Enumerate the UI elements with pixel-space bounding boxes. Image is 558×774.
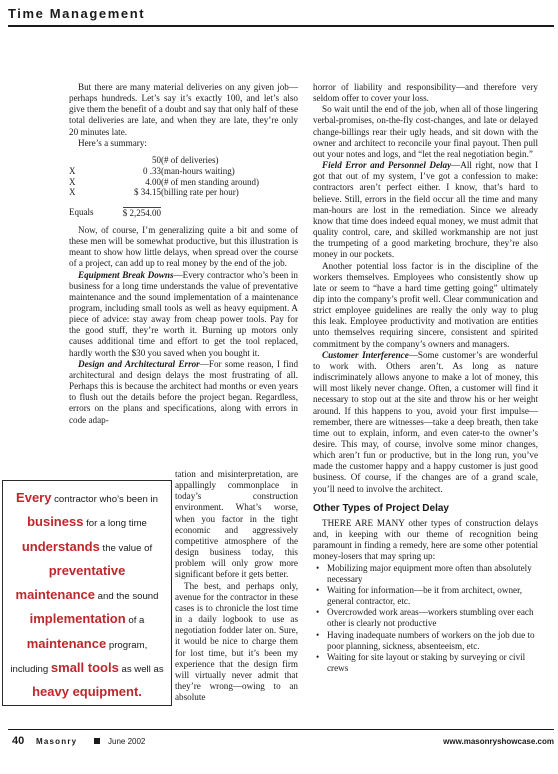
summary-operator: X bbox=[69, 176, 76, 187]
magazine-name: Masonry bbox=[36, 737, 78, 746]
summary-value: 0 .33 bbox=[143, 165, 161, 176]
summary-operator: X bbox=[69, 165, 76, 176]
summary-row bbox=[69, 177, 291, 188]
summary-value: 4.00 bbox=[145, 176, 161, 187]
left-column bbox=[69, 82, 298, 426]
page-header bbox=[0, 2, 558, 34]
summary-total-row bbox=[69, 198, 291, 219]
header-rule bbox=[8, 25, 554, 27]
list-item: • Having inadequate numbers of workers on the job due to poor planning, sickness, absenteeism, etc. bbox=[313, 630, 538, 652]
paragraph-field: Field Error and Personnel Delay—All right, now that I got that out of my system, I’ve got a confession to make: contractors aren’t perfect either. I know, that’s hard to believe. Still, errors in the field occur all the time and many man-hours are lost in the remediation. Since we already know that time does indeed equal money, we must admit that quality control, care, and skilled workmanship are not just the trumpeting of a good marketing brochure, they’re also money in our pockets. bbox=[313, 160, 538, 260]
separator-square bbox=[94, 738, 100, 744]
issue-date: June 2002 bbox=[108, 737, 146, 746]
summary-total-value: $ 2,254.00 bbox=[122, 208, 161, 219]
lead-caps: THERE ARE MANY bbox=[322, 517, 405, 528]
pull-quote-emphasis: business bbox=[27, 514, 84, 530]
paragraph: Another potential loss factor is in the discipline of the workers themselves. Employees who consistently show up late or seem to “have a hard time getting going” ultimately dip into the company’s profit well. Clear communication and strict employee guidelines are really the only way to plug this leak. Employee productivity and motivation are entities unto themselves requiring sincere, consistent and spirited commitment by the company’s owners and managers. bbox=[313, 260, 538, 349]
page-number: 40 bbox=[12, 735, 25, 747]
paragraph: So wait until the end of the job, when all of those lingering verbal-promises, on-the-fly cost-changes, and late or delayed change-billings rear their ugly heads, and sit down with the owner and architect to reconcile your final payout. Then pull out your notes and logs, and “let the real negotiation begin.” bbox=[313, 104, 538, 159]
list-item: • Mobilizing major equipment more often than absolutely necessary bbox=[313, 563, 538, 585]
right-column bbox=[313, 82, 538, 674]
summary-row bbox=[69, 187, 291, 198]
pull-quote-emphasis: heavy equipment. bbox=[32, 684, 142, 700]
summary-operator: X bbox=[69, 187, 76, 198]
paragraph: The best, and perhaps only, avenue for the contractor in these cases is to chronicle the lost time in a daily logbook to use as negotiation fodder later on. Sure, it would be nice to charge them for lost time, but it’s been my experience that the design firm will virtually never admit that they’re wrong—owing to an absolute bbox=[175, 580, 298, 703]
summary-description: (# of deliveries) bbox=[161, 154, 219, 165]
paragraph-equipment: Equipment Break Downs—Every contractor who’s been in business for a long time understands the value of preventative maintenance and the sound implementation of a maintenance program, including small tools as well as heavy equipment. A piece of advice: stay away from cheap power tools. Pay for the good stuff, they’re worth it. Burning up motors only causes additional time and effort to get the tool replaced, hardly worth the $30 you saved when you bought it. bbox=[69, 269, 298, 358]
footer-rule bbox=[8, 729, 554, 730]
list-item: • Waiting for site layout or staking by surveying or civil crews bbox=[313, 652, 538, 674]
paragraph-design: Design and Architectural Error—For some reason, I find architectural and design delays the most frustrating of all. Perhaps this is because the architect had months or even years to flush out the details before the project began. Regardless, errors on the plans and specifications, along with errors in code adap- bbox=[69, 358, 299, 425]
summary-description: (billing rate per hour) bbox=[161, 187, 239, 198]
pull-quote-emphasis: understands bbox=[21, 538, 100, 554]
paragraph: Now, of course, I’m generalizing quite a bit and some of these men will be somewhat productive, but this illustration is meant to show how little delays, when spread over the course of a project, can add up to real money by the end of the job. bbox=[69, 224, 298, 269]
section-title: Time Management bbox=[8, 6, 146, 21]
pull-quote: Every contractor who’s been in business for a long time understands the value of preventative maintenance and the sound implementation of a maintenance program, including small tools as well as heavy equipment. bbox=[2, 480, 172, 706]
summary-description: (# of men standing around) bbox=[161, 176, 259, 187]
summary-value: 50 bbox=[152, 154, 161, 165]
summary-total-label: Equals bbox=[69, 207, 94, 218]
list-item: • Overcrowded work areas—workers stumbling over each other is clearly not productive bbox=[313, 607, 538, 629]
pull-quote-emphasis: small tools bbox=[50, 660, 119, 676]
paragraph-lead: THERE ARE MANY other types of construction delays and, in keeping with our theme of recognition being paramount in finding a remedy, here are some other potential money-losers that may spring up: bbox=[313, 517, 538, 562]
paragraph: But there are many material deliveries on any given job—perhaps hundreds. Let’s say it’s exactly 100, and let’s also give them the benefit of a doubt and say that only half of these total deliveries are late, and when they are late, they’re only 20 minutes late. bbox=[69, 82, 298, 137]
paragraph: tation and misinterpretation, are appallingly commonplace in today’s construction environment. What’s worse, when you factor in the tight economic and aggressively competitive atmosphere of the design business today, this problem will only grow more significant before it gets better. bbox=[175, 469, 298, 580]
subhead-customer: Customer Interference bbox=[322, 349, 409, 360]
website-url: www.masonryshowcase.com bbox=[443, 737, 554, 746]
pull-quote-emphasis: Every bbox=[16, 490, 52, 505]
narrow-column bbox=[175, 469, 298, 703]
section-heading: Other Types of Project Delay bbox=[313, 502, 449, 514]
pull-quote-emphasis: implementation bbox=[29, 611, 126, 627]
bullet-list bbox=[313, 563, 538, 675]
summary-table bbox=[69, 155, 291, 219]
list-item: • Waiting for information—be it from architect, owner, general contractor, etc. bbox=[313, 585, 538, 607]
paragraph: horror of liability and responsibility—and therefore very seldom offer to cover your loss. bbox=[313, 82, 538, 104]
summary-row bbox=[69, 166, 291, 177]
summary-description: (man-hours waiting) bbox=[161, 165, 235, 176]
paragraph: Here’s a summary: bbox=[78, 137, 147, 148]
page-footer bbox=[12, 737, 554, 751]
summary-row bbox=[69, 155, 291, 166]
subhead-field: Field Error and Personnel Delay bbox=[322, 160, 452, 171]
pull-quote-emphasis: preventative maintenance bbox=[15, 562, 126, 603]
subhead-equipment: Equipment Break Downs bbox=[78, 269, 174, 280]
subhead-design: Design and Architectural Error bbox=[78, 358, 200, 369]
summary-operator bbox=[69, 155, 101, 166]
paragraph-customer: Customer Interference—Some customer’s are wonderful to work with. Others aren’t. As long as nature indiscriminately allows anyone to make a lot of money, this will most likely never change. Often, a customer will find it necessary to stop out at the site and throw his or her weight around. If this happens to you, avoid your first impulse—remember, there are witnesses—take a deep breath, then take time out to explain, inform, and even cater-to the owner’s desire. This may, of course, involve some minor changes, which aren’t fun or productive, but in the long run, you’ve made the customer happy and a happy customer is just good business. Of course, if the changes are of a grand scale, you’ll need to involve the architect. bbox=[313, 349, 538, 494]
summary-value: $ 34.15 bbox=[134, 187, 161, 198]
pull-quote-emphasis: maintenance bbox=[26, 635, 107, 651]
